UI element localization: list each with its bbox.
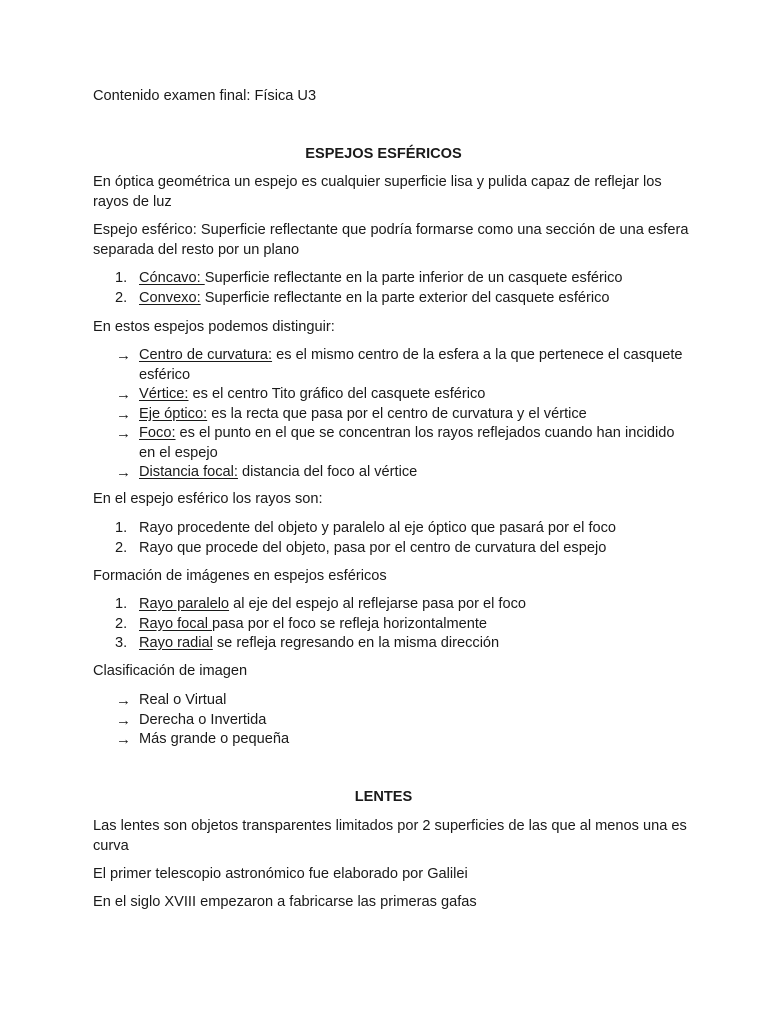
definition-text: es el centro Tito gráfico del casquete esférico [188,386,486,402]
list-formation [93,595,693,654]
heading-espejos: ESPEJOS ESFÉRICOS [305,146,462,162]
paragraph-gafas: En el siglo XVIII empezaron a fabricarse las primeras gafas [93,894,477,910]
heading-lentes: LENTES [354,789,413,805]
list-item [93,405,693,425]
definition-text: se refleja regresando en la misma dirección [212,635,500,651]
right-arrow-icon: → [116,692,131,709]
term-concavo: Cóncavo: [139,270,205,286]
term-rayo-radial: Rayo radial [139,635,213,651]
document-title: Contenido examen final: Física U3 [93,88,317,104]
list-rays [93,519,693,558]
paragraph-formacion: Formación de imágenes en espejos esféricos [93,568,387,584]
list-item-text: Rayo procedente del objeto y paralelo al eje óptico que pasará por el foco [139,520,617,536]
definition-text: Superficie reflectante en la parte inferior de un casquete esférico [204,270,623,286]
term-distancia-focal: Distancia focal: [139,464,238,480]
term-rayo-focal: Rayo focal [139,615,213,632]
list-item [93,424,693,463]
definition-text: al eje del espejo al reflejarse pasa por el foco [229,596,526,612]
definition-text: es el mismo centro de la esfera a la que pertenece el casquete esférico [139,347,683,383]
list-number: 1. [115,270,128,286]
list-number: 1. [115,596,128,612]
definition-text: Superficie reflectante en la parte exterior del casquete esférico [200,289,610,306]
right-arrow-icon: → [116,711,131,729]
list-number: 2. [115,289,128,306]
list-number: 3. [115,635,128,651]
list-item [93,289,693,309]
list-item [93,539,693,559]
list-item [93,269,693,289]
list-item [93,595,693,615]
list-item [93,615,693,635]
term-vertice: Vértice: [139,386,189,402]
paragraph-lentes: Las lentes son objetos transparentes limitados por 2 superficies de las que al menos una es curva [93,818,687,854]
list-item [93,691,693,711]
list-item [93,346,693,385]
list-classification [93,691,693,750]
definition-text: distancia del foco al vértice [237,464,418,480]
definition-text: es el punto en el que se concentran los rayos reflejados cuando han incidido en el espejo [139,425,675,461]
term-eje-optico: Eje óptico: [139,405,208,422]
list-mirror-parts [93,346,693,483]
paragraph-optica: En óptica geométrica un espejo es cualquier superficie lisa y pulida capaz de reflejar los rayos de luz [93,174,662,210]
right-arrow-icon: → [116,386,131,403]
list-item-text: Real o Virtual [139,692,227,708]
term-rayo-paralelo: Rayo paralelo [139,596,230,612]
paragraph-rayos: En el espejo esférico los rayos son: [93,491,323,507]
paragraph-telescopio: El primer telescopio astronómico fue elaborado por Galilei [93,866,468,882]
paragraph-clasificacion: Clasificación de imagen [93,663,248,679]
list-item [93,634,693,654]
list-item [93,385,693,405]
list-item [93,730,693,750]
term-centro-curvatura: Centro de curvatura: [139,347,273,363]
definition-text: es la recta que pasa por el centro de curvatura y el vértice [207,405,587,422]
list-item [93,463,693,483]
right-arrow-icon: → [116,405,131,423]
right-arrow-icon: → [116,731,131,748]
list-number: 2. [115,539,128,556]
list-item-text: Derecha o Invertida [139,711,267,728]
list-item [93,711,693,731]
paragraph-espejo-esferico: Espejo esférico: Superficie reflectante que podría formarse como una sección de una esfera separada del resto por un plano [93,222,689,258]
term-convexo: Convexo: [139,289,201,306]
term-foco: Foco: [139,425,176,441]
list-number: 2. [115,615,128,632]
right-arrow-icon: → [116,464,131,481]
right-arrow-icon: → [116,425,131,442]
list-mirror-types [93,269,693,308]
paragraph-distinguir: En estos espejos podemos distinguir: [93,319,335,335]
list-item-text: Más grande o pequeña [139,731,290,747]
definition-text: pasa por el foco se refleja horizontalmente [212,615,488,632]
list-number: 1. [115,520,128,536]
list-item [93,519,693,539]
list-item-text: Rayo que procede del objeto, pasa por el centro de curvatura del espejo [139,539,607,556]
right-arrow-icon: → [116,347,131,364]
